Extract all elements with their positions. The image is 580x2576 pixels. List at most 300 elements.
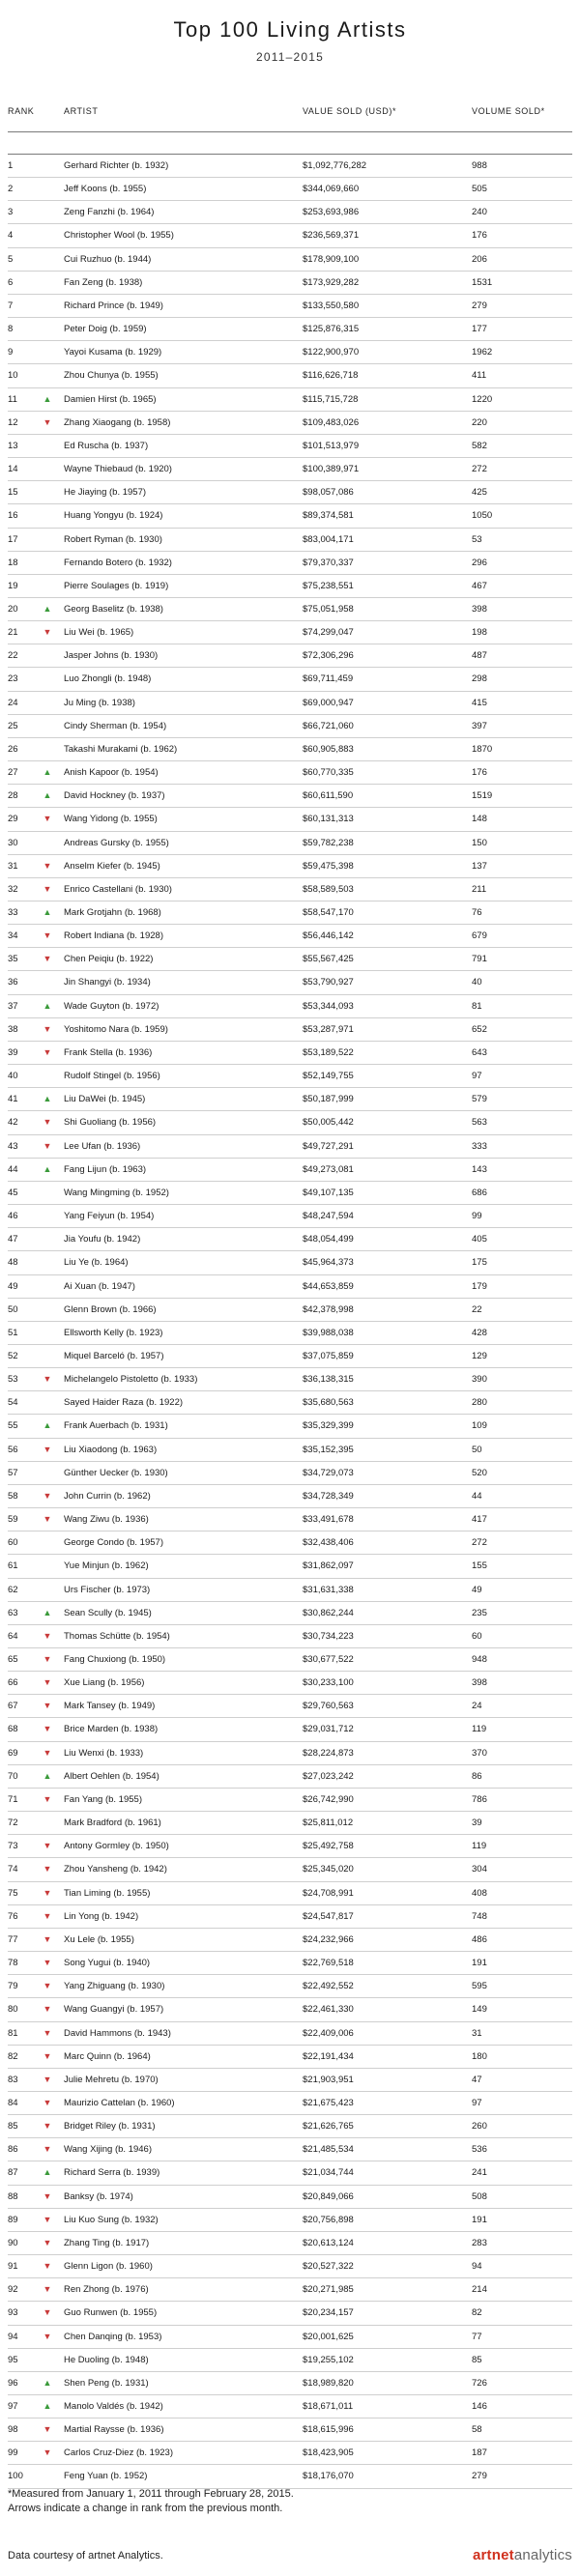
volume-sold-cell: 397 [472, 720, 487, 731]
table-row [8, 2465, 572, 2488]
artist-cell: Andreas Gursky (b. 1955) [64, 837, 169, 848]
volume-sold-cell: 786 [472, 1793, 487, 1805]
table-row [8, 364, 572, 387]
rank-cell: 18 [8, 557, 18, 568]
rank-cell: 60 [8, 1537, 18, 1549]
artist-cell: Yang Feiyun (b. 1954) [64, 1211, 155, 1222]
table-row [8, 2349, 572, 2372]
table-row [8, 902, 572, 925]
artist-cell: Ellsworth Kelly (b. 1923) [64, 1327, 163, 1338]
artist-cell: Yayoi Kusama (b. 1929) [64, 347, 162, 358]
value-sold-cell: $178,909,100 [303, 253, 360, 265]
value-sold-cell: $100,389,971 [303, 464, 360, 475]
value-sold-cell: $18,176,070 [303, 2471, 354, 2482]
value-sold-cell: $18,671,011 [303, 2401, 354, 2412]
data-credit: Data courtesy of artnet Analytics. [8, 2550, 163, 2562]
rank-cell: 73 [8, 1841, 18, 1852]
artist-cell: Fernando Botero (b. 1932) [64, 557, 172, 568]
artist-cell: Xu Lele (b. 1955) [64, 1933, 134, 1945]
rank-cell: 87 [8, 2167, 18, 2179]
rank-cell: 5 [8, 253, 14, 265]
value-sold-cell: $49,107,135 [303, 1187, 354, 1198]
artist-cell: Jia Youfu (b. 1942) [64, 1234, 141, 1245]
artist-cell: Mark Tansey (b. 1949) [64, 1701, 156, 1712]
artist-cell: Robert Ryman (b. 1930) [64, 533, 162, 545]
value-sold-cell: $22,769,518 [303, 1958, 354, 1969]
volume-sold-cell: 415 [472, 697, 487, 708]
volume-sold-cell: 149 [472, 2004, 487, 2016]
artist-cell: Pierre Soulages (b. 1919) [64, 580, 169, 591]
rank-cell: 72 [8, 1818, 18, 1829]
artist-cell: Frank Stella (b. 1936) [64, 1046, 153, 1058]
value-sold-cell: $21,485,534 [303, 2144, 354, 2156]
artist-cell: Zhang Xiaogang (b. 1958) [64, 416, 171, 428]
table-row [8, 2442, 572, 2465]
value-sold-cell: $53,287,971 [303, 1023, 354, 1035]
artist-cell: Georg Baselitz (b. 1938) [64, 603, 163, 615]
artist-cell: Zeng Fanzhi (b. 1964) [64, 207, 155, 218]
rank-cell: 38 [8, 1023, 18, 1035]
value-sold-cell: $20,613,124 [303, 2237, 354, 2248]
artist-cell: Mark Bradford (b. 1961) [64, 1818, 161, 1829]
volume-sold-cell: 296 [472, 557, 487, 568]
rank-cell: 4 [8, 230, 14, 242]
rank-down-arrow-icon: ▼ [43, 2004, 52, 2015]
value-sold-cell: $109,483,026 [303, 416, 360, 428]
volume-sold-cell: 146 [472, 2401, 487, 2412]
volume-sold-cell: 988 [472, 160, 487, 171]
table-row [8, 1439, 572, 1462]
artist-cell: Ren Zhong (b. 1976) [64, 2284, 149, 2296]
volume-sold-cell: 279 [472, 300, 487, 311]
table-row [8, 692, 572, 715]
table-row [8, 1789, 572, 1812]
volume-sold-cell: 119 [472, 1724, 487, 1735]
artist-cell: Jasper Johns (b. 1930) [64, 650, 159, 662]
rank-down-arrow-icon: ▼ [43, 954, 52, 964]
rank-cell: 94 [8, 2331, 18, 2342]
rank-cell: 99 [8, 2447, 18, 2459]
table-row [8, 1648, 572, 1672]
artist-table [8, 155, 572, 2489]
rank-down-arrow-icon: ▼ [43, 930, 52, 941]
volume-sold-cell: 1870 [472, 743, 493, 755]
volume-sold-cell: 129 [472, 1350, 487, 1361]
value-sold-cell: $25,345,020 [303, 1864, 354, 1875]
table-row [8, 388, 572, 412]
table-row [8, 1322, 572, 1345]
artist-cell: Wang Xijing (b. 1946) [64, 2144, 153, 2156]
rank-up-arrow-icon: ▲ [43, 393, 52, 404]
rank-cell: 43 [8, 1140, 18, 1152]
artist-cell: Peter Doig (b. 1959) [64, 324, 147, 335]
value-sold-cell: $30,734,223 [303, 1630, 354, 1642]
value-sold-cell: $53,790,927 [303, 977, 354, 988]
rank-down-arrow-icon: ▼ [43, 1374, 52, 1385]
rank-down-arrow-icon: ▼ [43, 1701, 52, 1711]
volume-sold-cell: 279 [472, 2471, 487, 2482]
table-row [8, 1742, 572, 1765]
value-sold-cell: $49,273,081 [303, 1163, 354, 1175]
volume-sold-cell: 47 [472, 2074, 482, 2085]
rank-cell: 66 [8, 1677, 18, 1689]
rank-down-arrow-icon: ▼ [43, 1841, 52, 1851]
volume-sold-cell: 260 [472, 2121, 487, 2132]
rank-cell: 90 [8, 2237, 18, 2248]
value-sold-cell: $20,234,157 [303, 2307, 354, 2319]
value-sold-cell: $20,271,985 [303, 2284, 354, 2296]
volume-sold-cell: 241 [472, 2167, 487, 2179]
artist-cell: Manolo Valdés (b. 1942) [64, 2401, 163, 2412]
rank-cell: 70 [8, 1770, 18, 1782]
table-row [8, 2302, 572, 2325]
value-sold-cell: $60,770,335 [303, 767, 354, 779]
table-row [8, 1672, 572, 1695]
table-row [8, 2022, 572, 2046]
value-sold-cell: $24,547,817 [303, 1910, 354, 1922]
artist-cell: Gerhard Richter (b. 1932) [64, 160, 169, 171]
volume-sold-cell: 272 [472, 464, 487, 475]
value-sold-cell: $25,492,758 [303, 1841, 354, 1852]
table-row [8, 318, 572, 341]
table-row [8, 2326, 572, 2349]
rank-up-arrow-icon: ▲ [43, 790, 52, 801]
artist-cell: Damien Hirst (b. 1965) [64, 393, 157, 405]
volume-sold-cell: 405 [472, 1234, 487, 1245]
rank-cell: 61 [8, 1560, 18, 1572]
table-row [8, 1088, 572, 1111]
artist-cell: Yang Zhiguang (b. 1930) [64, 1981, 165, 1992]
table-row [8, 155, 572, 178]
rank-cell: 91 [8, 2261, 18, 2273]
rank-cell: 85 [8, 2121, 18, 2132]
rank-down-arrow-icon: ▼ [43, 1887, 52, 1898]
table-row [8, 1695, 572, 1718]
volume-sold-cell: 1220 [472, 393, 493, 405]
volume-sold-cell: 417 [472, 1514, 487, 1526]
table-row [8, 435, 572, 458]
value-sold-cell: $21,626,765 [303, 2121, 354, 2132]
table-row [8, 1602, 572, 1625]
rank-up-arrow-icon: ▲ [43, 1094, 52, 1104]
volume-sold-cell: 240 [472, 207, 487, 218]
rank-cell: 76 [8, 1910, 18, 1922]
table-row [8, 644, 572, 668]
rank-cell: 1 [8, 160, 14, 171]
value-sold-cell: $173,929,282 [303, 276, 360, 288]
rank-cell: 82 [8, 2050, 18, 2062]
volume-sold-cell: 44 [472, 1490, 482, 1502]
value-sold-cell: $74,299,047 [303, 627, 354, 639]
rank-down-arrow-icon: ▼ [43, 1910, 52, 1921]
artist-cell: Guo Runwen (b. 1955) [64, 2307, 158, 2319]
table-row [8, 248, 572, 272]
table-row [8, 2069, 572, 2092]
table-row [8, 1835, 572, 1858]
artist-cell: Yue Minjun (b. 1962) [64, 1560, 149, 1572]
rank-cell: 89 [8, 2214, 18, 2225]
table-row [8, 1625, 572, 1648]
rank-up-arrow-icon: ▲ [43, 767, 52, 778]
table-row [8, 552, 572, 575]
volume-sold-cell: 1050 [472, 510, 493, 522]
artist-cell: Chen Danqing (b. 1953) [64, 2331, 162, 2342]
table-row [8, 1929, 572, 1952]
volume-sold-cell: 563 [472, 1117, 487, 1129]
table-row [8, 971, 572, 994]
value-sold-cell: $344,069,660 [303, 184, 360, 195]
table-row [8, 2255, 572, 2278]
table-row [8, 1812, 572, 1835]
value-sold-cell: $53,189,522 [303, 1046, 354, 1058]
volume-sold-cell: 97 [472, 2097, 482, 2108]
artist-cell: Wang Guangyi (b. 1957) [64, 2004, 164, 2016]
value-sold-cell: $101,513,979 [303, 440, 360, 451]
artist-cell: Thomas Schütte (b. 1954) [64, 1630, 170, 1642]
table-row [8, 2186, 572, 2209]
artist-cell: Ju Ming (b. 1938) [64, 697, 135, 708]
rank-up-arrow-icon: ▲ [43, 2401, 52, 2411]
table-row [8, 832, 572, 855]
rank-cell: 80 [8, 2004, 18, 2016]
rank-cell: 7 [8, 300, 14, 311]
value-sold-cell: $32,438,406 [303, 1537, 354, 1549]
rank-cell: 53 [8, 1374, 18, 1386]
table-row [8, 224, 572, 247]
value-sold-cell: $36,138,315 [303, 1374, 354, 1386]
rank-cell: 95 [8, 2354, 18, 2365]
value-sold-cell: $20,849,066 [303, 2190, 354, 2202]
volume-sold-cell: 390 [472, 1374, 487, 1386]
volume-sold-cell: 214 [472, 2284, 487, 2296]
value-sold-cell: $22,492,552 [303, 1981, 354, 1992]
value-sold-cell: $19,255,102 [303, 2354, 354, 2365]
table-row [8, 995, 572, 1018]
table-row [8, 2419, 572, 2442]
volume-sold-cell: 198 [472, 627, 487, 639]
value-sold-cell: $59,782,238 [303, 837, 354, 848]
table-row [8, 1205, 572, 1228]
rank-cell: 23 [8, 673, 18, 685]
table-row [8, 925, 572, 948]
column-header-rank: RANK [8, 106, 35, 116]
table-row [8, 575, 572, 598]
artist-cell: Günther Uecker (b. 1930) [64, 1467, 168, 1478]
rank-cell: 36 [8, 977, 18, 988]
table-row [8, 1485, 572, 1508]
artist-cell: Wade Guyton (b. 1972) [64, 1000, 160, 1012]
value-sold-cell: $18,615,996 [303, 2424, 354, 2436]
artist-cell: Robert Indiana (b. 1928) [64, 930, 163, 942]
rank-cell: 57 [8, 1467, 18, 1478]
volume-sold-cell: 22 [472, 1303, 482, 1315]
table-row [8, 2395, 572, 2419]
table-row [8, 785, 572, 808]
rank-cell: 47 [8, 1234, 18, 1245]
rank-cell: 67 [8, 1701, 18, 1712]
table-row [8, 1251, 572, 1274]
artist-cell: Carlos Cruz-Diez (b. 1923) [64, 2447, 173, 2459]
table-row [8, 1228, 572, 1251]
value-sold-cell: $49,727,291 [303, 1140, 354, 1152]
volume-sold-cell: 137 [472, 860, 487, 872]
volume-sold-cell: 582 [472, 440, 487, 451]
volume-sold-cell: 298 [472, 673, 487, 685]
artist-cell: Wang Yidong (b. 1955) [64, 814, 158, 825]
table-row [8, 598, 572, 621]
volume-sold-cell: 505 [472, 184, 487, 195]
volume-sold-cell: 58 [472, 2424, 482, 2436]
value-sold-cell: $21,903,951 [303, 2074, 354, 2085]
volume-sold-cell: 177 [472, 324, 487, 335]
artist-cell: Yoshitomo Nara (b. 1959) [64, 1023, 168, 1035]
volume-sold-cell: 53 [472, 533, 482, 545]
rank-cell: 34 [8, 930, 18, 942]
table-row [8, 1952, 572, 1975]
value-sold-cell: $31,631,338 [303, 1584, 354, 1595]
rank-down-arrow-icon: ▼ [43, 2121, 52, 2132]
rank-cell: 88 [8, 2190, 18, 2202]
artist-cell: Antony Gormley (b. 1950) [64, 1841, 169, 1852]
volume-sold-cell: 180 [472, 2050, 487, 2062]
rank-down-arrow-icon: ▼ [43, 814, 52, 824]
table-row [8, 1858, 572, 1881]
volume-sold-cell: 155 [472, 1560, 487, 1572]
value-sold-cell: $133,550,580 [303, 300, 360, 311]
rank-cell: 3 [8, 207, 14, 218]
value-sold-cell: $56,446,142 [303, 930, 354, 942]
table-row [8, 1182, 572, 1205]
artist-cell: Zhang Ting (b. 1917) [64, 2237, 150, 2248]
value-sold-cell: $34,729,073 [303, 1467, 354, 1478]
value-sold-cell: $26,742,990 [303, 1793, 354, 1805]
value-sold-cell: $28,224,873 [303, 1747, 354, 1759]
rank-down-arrow-icon: ▼ [43, 2190, 52, 2201]
rank-up-arrow-icon: ▲ [43, 1000, 52, 1011]
artist-cell: Xue Liang (b. 1956) [64, 1677, 145, 1689]
artist-cell: Anish Kapoor (b. 1954) [64, 767, 159, 779]
volume-sold-cell: 272 [472, 1537, 487, 1549]
volume-sold-cell: 77 [472, 2331, 482, 2342]
value-sold-cell: $20,527,322 [303, 2261, 354, 2273]
artist-cell: Glenn Brown (b. 1966) [64, 1303, 157, 1315]
artist-cell: Chen Peiqiu (b. 1922) [64, 954, 154, 965]
rank-cell: 39 [8, 1046, 18, 1058]
rank-down-arrow-icon: ▼ [43, 627, 52, 638]
table-row [8, 504, 572, 528]
rank-cell: 24 [8, 697, 18, 708]
volume-sold-cell: 791 [472, 954, 487, 965]
artist-cell: Zhou Chunya (b. 1955) [64, 370, 159, 382]
table-row [8, 481, 572, 504]
value-sold-cell: $98,057,086 [303, 487, 354, 499]
volume-sold-cell: 39 [472, 1818, 482, 1829]
table-row [8, 2372, 572, 2395]
rank-cell: 41 [8, 1094, 18, 1105]
volume-sold-cell: 398 [472, 1677, 487, 1689]
rank-down-arrow-icon: ▼ [43, 2050, 52, 2061]
volume-sold-cell: 536 [472, 2144, 487, 2156]
rank-down-arrow-icon: ▼ [43, 1140, 52, 1151]
volume-sold-cell: 1519 [472, 790, 493, 802]
rank-cell: 27 [8, 767, 18, 779]
rank-cell: 28 [8, 790, 18, 802]
rank-down-arrow-icon: ▼ [43, 2307, 52, 2318]
rank-cell: 19 [8, 580, 18, 591]
rank-cell: 30 [8, 837, 18, 848]
volume-sold-cell: 425 [472, 487, 487, 499]
artist-cell: Albert Oehlen (b. 1954) [64, 1770, 160, 1782]
rank-cell: 49 [8, 1280, 18, 1292]
artist-cell: Christopher Wool (b. 1955) [64, 230, 174, 242]
rank-cell: 10 [8, 370, 18, 382]
table-header [8, 106, 572, 126]
table-row [8, 529, 572, 552]
rank-down-arrow-icon: ▼ [43, 1444, 52, 1454]
volume-sold-cell: 191 [472, 2214, 487, 2225]
rank-down-arrow-icon: ▼ [43, 2074, 52, 2084]
value-sold-cell: $18,423,905 [303, 2447, 354, 2459]
volume-sold-cell: 283 [472, 2237, 487, 2248]
artist-cell: Wang Ziwu (b. 1936) [64, 1514, 149, 1526]
rank-cell: 42 [8, 1117, 18, 1129]
artist-cell: Banksy (b. 1974) [64, 2190, 133, 2202]
rank-down-arrow-icon: ▼ [43, 2261, 52, 2272]
artist-cell: Shi Guoliang (b. 1956) [64, 1117, 157, 1129]
rank-up-arrow-icon: ▲ [43, 907, 52, 917]
rank-cell: 44 [8, 1163, 18, 1175]
table-row [8, 2138, 572, 2161]
rank-down-arrow-icon: ▼ [43, 1654, 52, 1664]
volume-sold-cell: 179 [472, 1280, 487, 1292]
volume-sold-cell: 1531 [472, 276, 493, 288]
table-row [8, 178, 572, 201]
volume-sold-cell: 235 [472, 1607, 487, 1618]
volume-sold-cell: 206 [472, 253, 487, 265]
rank-cell: 14 [8, 464, 18, 475]
table-row [8, 878, 572, 902]
rank-cell: 83 [8, 2074, 18, 2085]
value-sold-cell: $20,001,625 [303, 2331, 354, 2342]
volume-sold-cell: 143 [472, 1163, 487, 1175]
table-row [8, 272, 572, 295]
volume-sold-cell: 99 [472, 1211, 482, 1222]
rank-cell: 54 [8, 1397, 18, 1409]
volume-sold-cell: 948 [472, 1654, 487, 1665]
rank-cell: 65 [8, 1654, 18, 1665]
rank-cell: 8 [8, 324, 14, 335]
artist-cell: Liu Kuo Sung (b. 1932) [64, 2214, 159, 2225]
rank-down-arrow-icon: ▼ [43, 1724, 52, 1734]
footnote [8, 2487, 572, 2516]
value-sold-cell: $21,034,744 [303, 2167, 354, 2179]
value-sold-cell: $33,491,678 [303, 1514, 354, 1526]
artist-cell: Fang Chuxiong (b. 1950) [64, 1654, 166, 1665]
rank-down-arrow-icon: ▼ [43, 2331, 52, 2341]
rank-cell: 50 [8, 1303, 18, 1315]
volume-sold-cell: 280 [472, 1397, 487, 1409]
volume-sold-cell: 220 [472, 416, 487, 428]
rank-cell: 45 [8, 1187, 18, 1198]
rank-down-arrow-icon: ▼ [43, 416, 52, 427]
rank-down-arrow-icon: ▼ [43, 1046, 52, 1057]
rank-cell: 81 [8, 2027, 18, 2039]
artist-cell: Tian Liming (b. 1955) [64, 1887, 151, 1899]
footnote-arrows: Arrows indicate a change in rank from the previous month. [8, 2503, 283, 2514]
rank-down-arrow-icon: ▼ [43, 1958, 52, 1968]
rank-cell: 62 [8, 1584, 18, 1595]
rank-cell: 31 [8, 860, 18, 872]
